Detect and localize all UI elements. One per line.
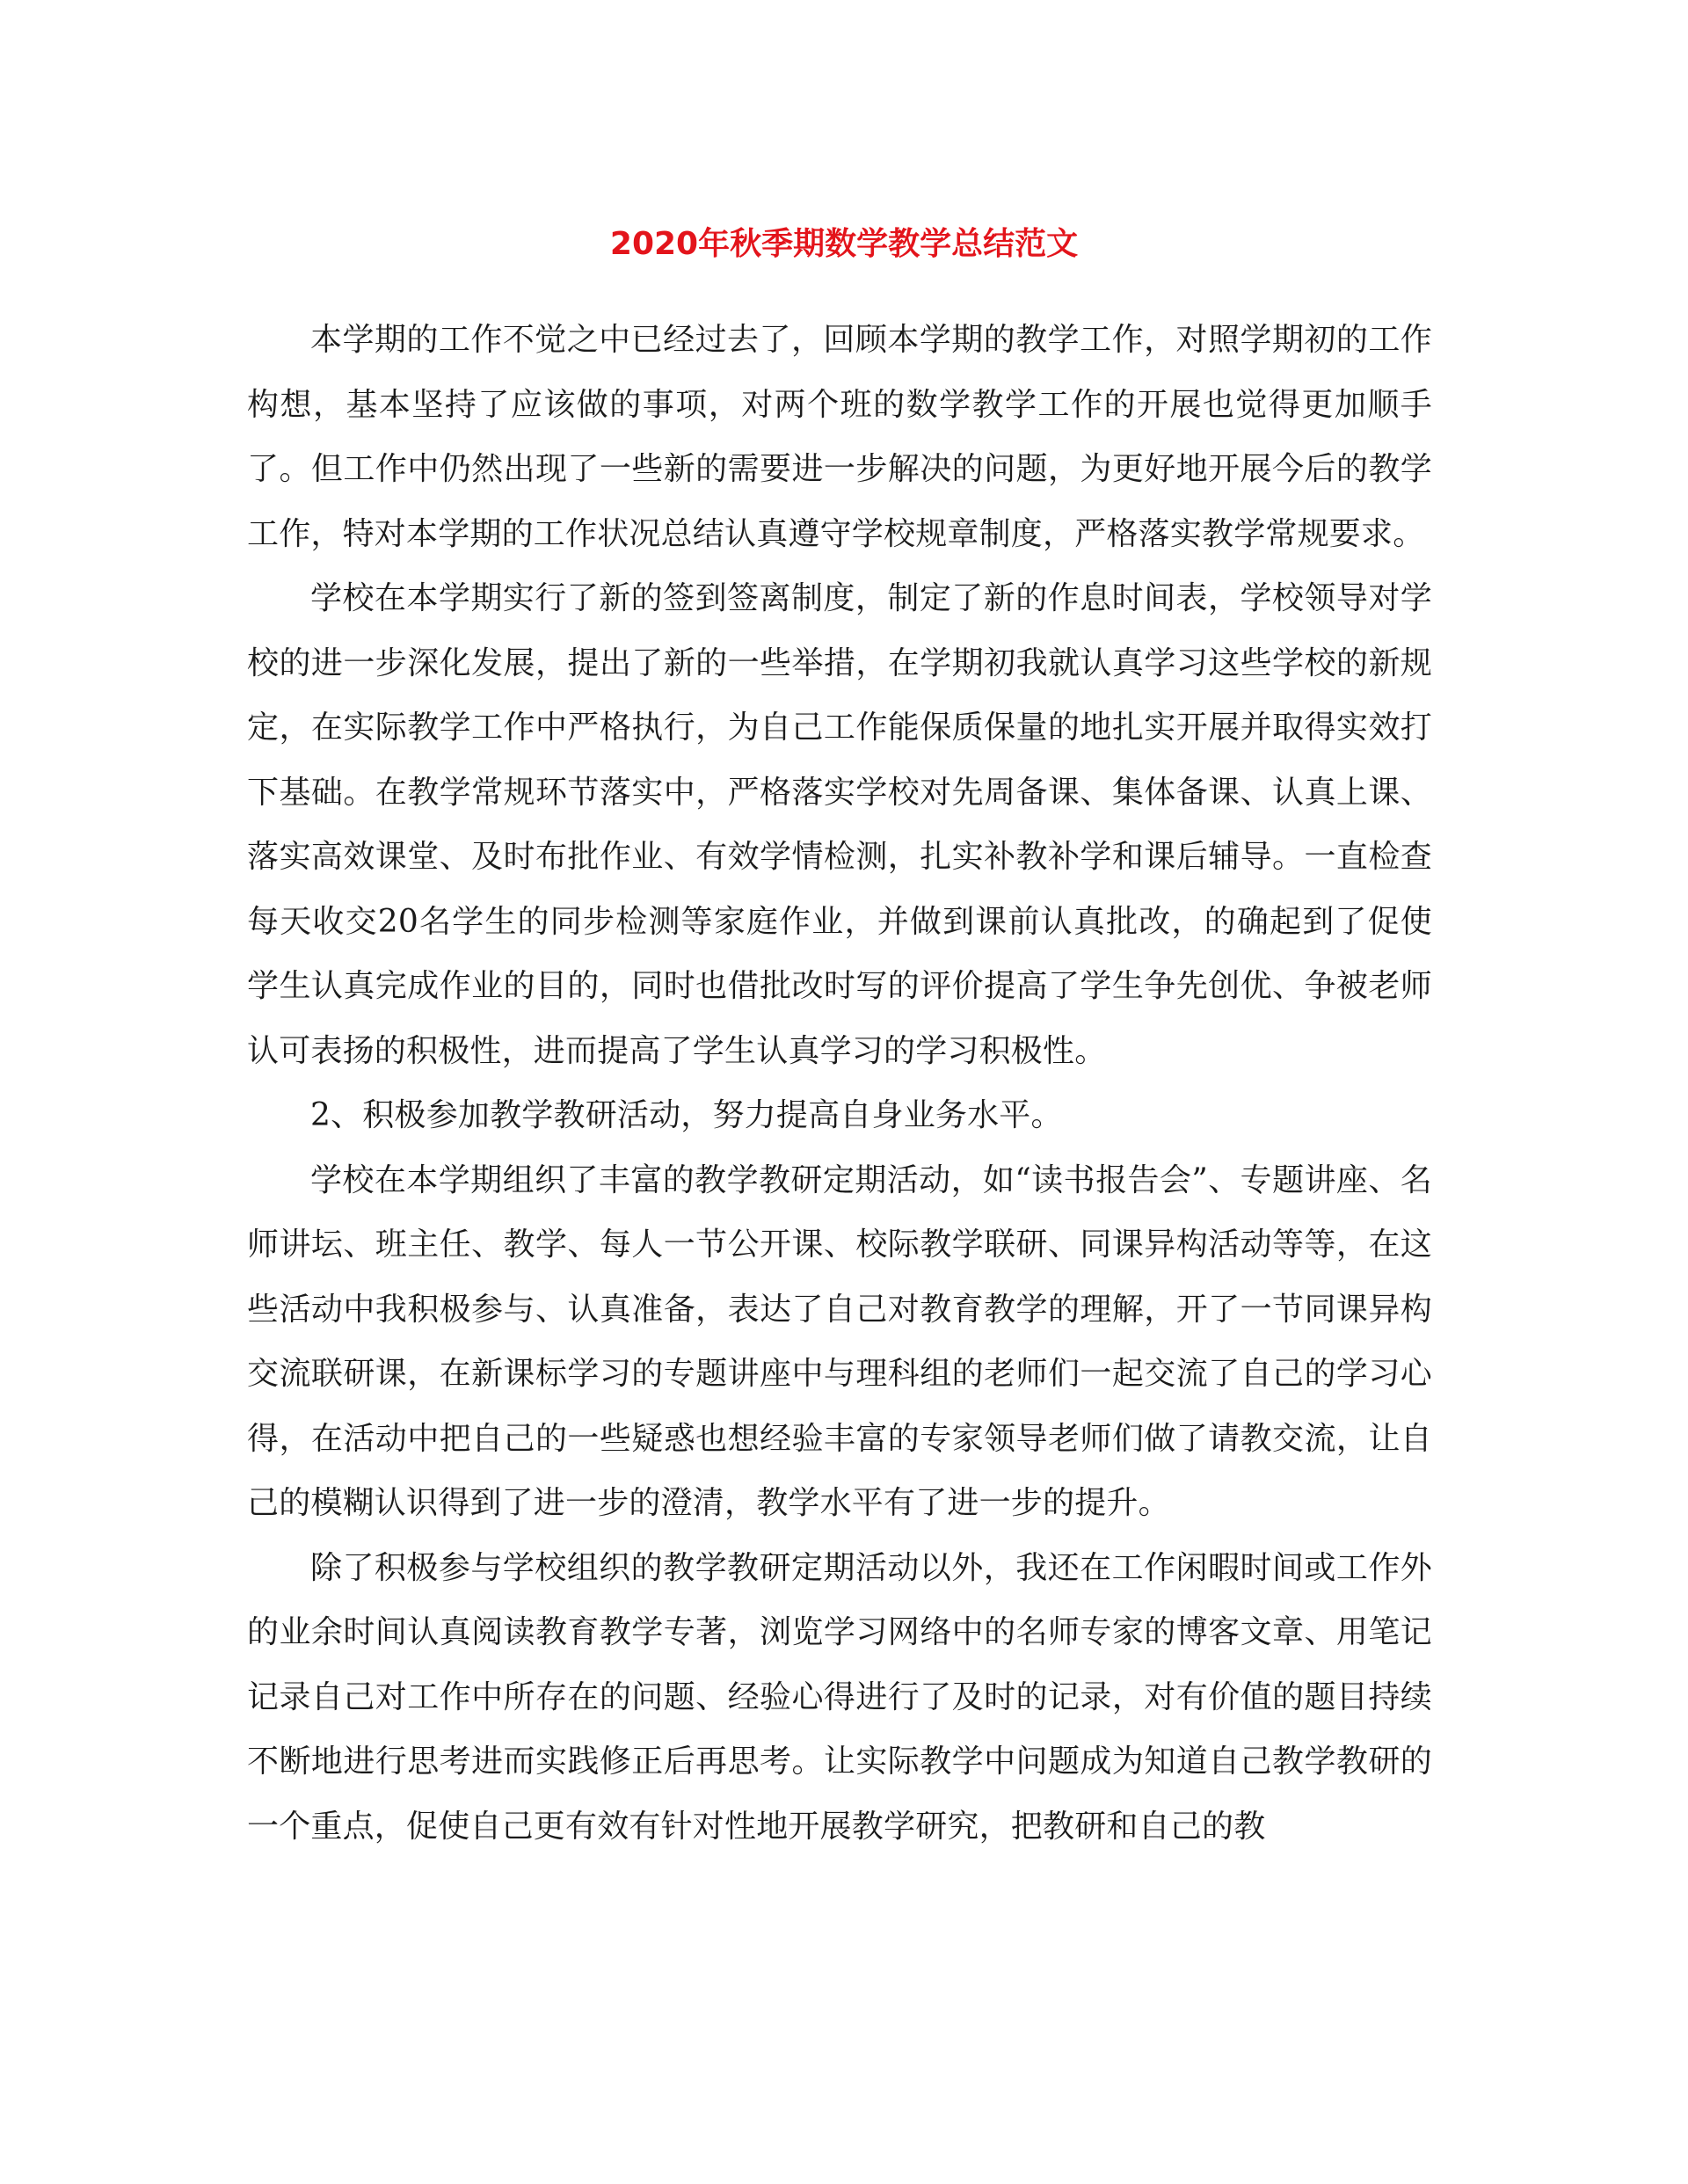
- document-title: 2020年秋季期数学教学总结范文: [609, 226, 1079, 262]
- paragraph-school-rules: 学校在本学期实行了新的签到签离制度，制定了新的作息时间表，学校领导对学校的进一步深化发展，提出了新的一些举措，在学期初我就认真学习这些学校的新规定，在实际教学工作中严格执行，为自己工作能保质保量的地扎实开展并取得实效打下基础。在教学常规环节落实中，严格落实学校对先周备课、集体备课、认真上课、落实高效课堂、及时布批作业、有效学情检测，扎实补教补学和课后辅导。一直检查每天收交20名学生的同步检测等家庭作业，并做到课前认真批改，的确起到了促使学生认真完成作业的目的，同时也借批改时写的评价提高了学生争先创优、争被老师认可表扬的积极性，进而提高了学生认真学习的学习积极性。: [247, 580, 1432, 1069]
- paragraph-intro: 本学期的工作不觉之中已经过去了，回顾本学期的教学工作，对照学期初的工作构想，基本坚持了应该做的事项，对两个班的数学教学工作的开展也觉得更加顺手了。但工作中仍然出现了一些新的需要进一步解决的问题，为更好地开展今后的教学工作，特对本学期的工作状况总结认真遵守学校规章制度，严格落实教学常规要求。: [247, 322, 1432, 552]
- section-heading-teaching-research: 2、积极参加教学教研活动，努力提高自身业务水平。: [310, 1097, 1063, 1133]
- document-body: [247, 308, 1432, 1859]
- paragraph-research-activities: 学校在本学期组织了丰富的教学教研定期活动，如“读书报告会”、专题讲座、名师讲坛、班主任、教学、每人一节公开课、校际教学联研、同课异构活动等等，在这些活动中我积极参与、认真准备，表达了自己对教育教学的理解，开了一节同课异构交流联研课，在新课标学习的专题讲座中与理科组的老师们一起交流了自己的学习心得，在活动中把自己的一些疑惑也想经验丰富的专家领导老师们做了请教交流，让自己的模糊认识得到了进一步的澄清，教学水平有了进一步的提升。: [247, 1161, 1432, 1521]
- paragraph-self-study: 除了积极参与学校组织的教学教研定期活动以外，我还在工作闲暇时间或工作外的业余时间认真阅读教育教学专著，浏览学习网络中的名师专家的博客文章、用笔记记录自己对工作中所存在的问题、经验心得进行了及时的记录，对有价值的题目持续不断地进行思考进而实践修正后再思考。让实际教学中问题成为知道自己教学教研的一个重点，促使自己更有效有针对性地开展教学研究，把教研和自己的教: [247, 1549, 1432, 1845]
